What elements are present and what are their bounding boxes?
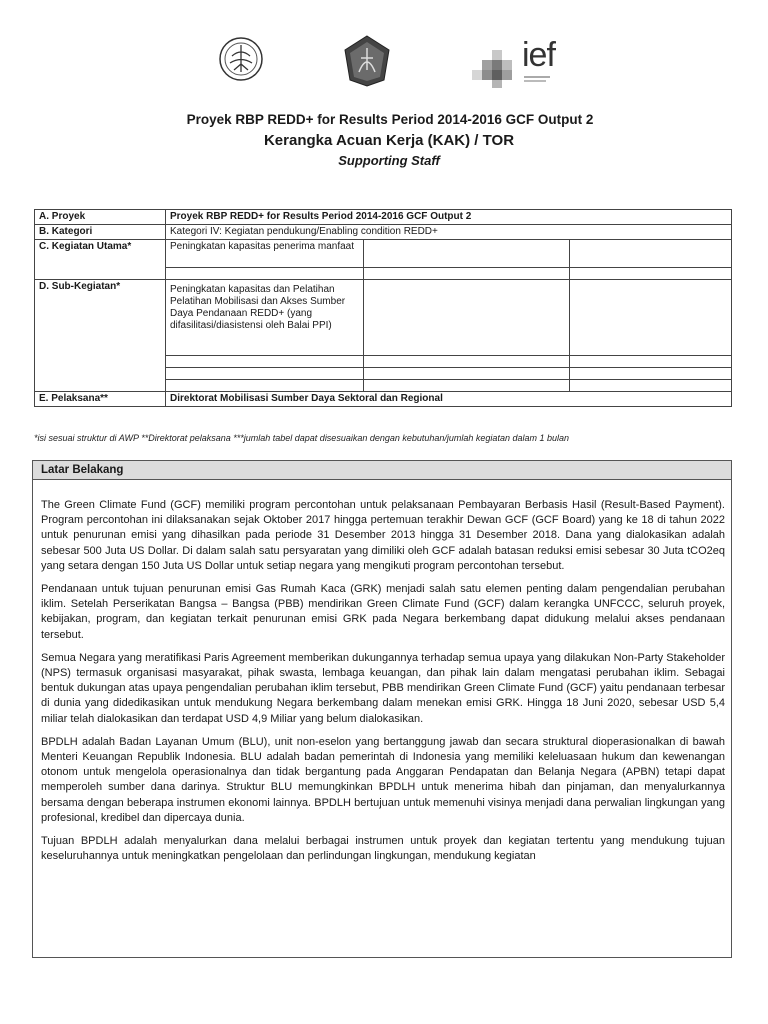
ministry-seal-logo [218,36,264,82]
finance-ministry-logo [340,34,394,88]
sub-value: Peningkatan kapasitas dan Pelatihan Pelatihan Mobilisasi dan Akses Sumber Daya Pendanaan REDD+ (yang difasilitasi/diasistensi oleh Balai PPI) [166,280,364,356]
ief-logo-text: ief [522,36,555,74]
table-row [35,392,732,407]
table-cell [570,368,732,380]
paragraph: Semua Negara yang meratifikasi Paris Agreement memberikan dukungannya terhadap semua upaya yang dilakukan Non-Party Stakeholder (NPS) termasuk organisasi masyarakat, pihak swasta, lembaga keuangan, dan pihak lain dalam mengatasi perubahan iklim. Sebagai bentuk dukungan atas upaya pengendalian perubahan iklim tersebut, PBB mendirikan Green Climate Fund (GCF) yaitu pendanaan terbesar di dunia yang didedikasikan untuk mendukung Negara berkembang dalam menekan emisi GRK. Hingga 18 Juni 2020, sebesar USD 5,4 miliar telah dialokasikan dan terdapat USD 4,9 Miliar yang belum dialokasikan. [41,651,725,725]
pelaksana-value: Direktorat Mobilisasi Sumber Daya Sektoral dan Regional [166,392,732,407]
paragraph: BPDLH adalah Badan Layanan Umum (BLU), unit non-eselon yang bertanggung jawab dan secara struktural dioperasionalkan di bawah Menteri Keuangan Republik Indonesia. BLU adalah badan pemerintah di Indonesia yang memiliki keleluasaan hukum dan kewenangan otonom untuk mengelola operasionalnya dan tidak bergantung pada Anggaran Pendapatan dan Belanja Negara (APBN) tetapi dapat memperoleh sumber dana darinya. Struktur BLU memungkinkan BPDLH untuk menerima hibah dan pinjaman, dan menyalurkannya bersama dengan beberapa instrumen ekonomi lainnya. BPDLH bertujuan untuk memenuhi visinya menjadi dana perwalian lingkungan yang profesional, kredibel dan dipercaya dunia. [41,735,725,824]
kegiatan-label: C. Kegiatan Utama* [35,240,166,280]
table-cell [364,280,570,356]
kategori-label: B. Kategori [35,225,166,240]
section-title: Latar Belakang [33,461,731,480]
latar-belakang-section [32,460,732,958]
table-footnote: *isi sesuai struktur di AWP **Direktorat pelaksana ***jumlah tabel dapat disesuaikan dengan kebutuhan/jumlah kegiatan dalam 1 bulan [34,433,569,443]
project-title: Proyek RBP REDD+ for Results Period 2014-2016 GCF Output 2 [186,112,594,127]
table-cell [570,280,732,356]
table-cell [364,368,570,380]
table-cell [570,380,732,392]
table-cell [364,268,570,280]
ief-mosaic-icon [470,44,520,90]
proyek-label: A. Proyek [35,210,166,225]
table-cell [570,240,732,268]
project-info-table [34,209,732,407]
table-cell [166,268,364,280]
paragraph: Tujuan BPDLH adalah menyalurkan dana melalui berbagai instrumen untuk proyek dan kegiatan tertentu yang mendukung tujuan keseluruhannya untuk meningkatkan pengelolaan dan perlindungan lingkungan, mendukung kegiatan [41,835,725,863]
table-cell [364,380,570,392]
table-row [35,280,732,356]
table-row [35,225,732,240]
section-body [33,480,731,864]
table-cell [364,356,570,368]
table-row [35,240,732,268]
sub-label: D. Sub-Kegiatan* [35,280,166,392]
table-row [35,210,732,225]
table-cell [364,240,570,268]
logo-bar [0,30,768,100]
paragraph: The Green Climate Fund (GCF) memiliki program percontohan untuk pelaksanaan Pembayaran Berbasis Hasil (Result-Based Payment). Program percontohan ini dilaksanakan sejak Oktober 2017 hingga pertemuan terakhir Dewan GCF (GCF Board) yang ke 18 di tahun 2022 untuk penurunan emisi yang dihasilkan pada periode 31 Desember 2013 hingga 31 Desember 2018. Dana yang dialokasikan adalah sebesar 500 Juta US Dollar. Di dalam salah satu persyaratan yang dimiliki oleh GCF adalah batasan reduksi emisi sebesar 30 Juta tCO2eq yang setara dengan 150 Juta US Dollar untuk setiap negara yang mengikuti program percontohan tersebut. [41,499,725,572]
document-title-block [0,112,768,168]
pelaksana-label: E. Pelaksana** [35,392,166,407]
table-cell [166,356,364,368]
paragraph: Pendanaan untuk tujuan penurunan emisi Gas Rumah Kaca (GRK) menjadi salah satu elemen penting dalam pengendalian perubahan iklim. Setelah Perserikatan Bangsa – Bangsa (PBB) mendirikan Green Climate Fund (GCF) dalam kerangka UNFCCC, seluruh proyek, kebijakan, program, dan kegiatan terkait penurunan emisi GRK pada Negara berkembang dapat didukung melalui akses pendanaan tersebut. [41,583,725,641]
doc-subtitle: Supporting Staff [338,153,440,168]
kegiatan-value: Peningkatan kapasitas penerima manfaat [166,240,364,268]
table-cell [570,268,732,280]
table-cell [166,380,364,392]
proyek-value: Proyek RBP REDD+ for Results Period 2014-2016 GCF Output 2 [166,210,732,225]
table-cell [166,368,364,380]
kategori-value: Kategori IV: Kegiatan pendukung/Enabling condition REDD+ [166,225,732,240]
doc-type-title: Kerangka Acuan Kerja (KAK) / TOR [263,132,515,149]
table-cell [570,356,732,368]
ief-logo [470,36,560,90]
